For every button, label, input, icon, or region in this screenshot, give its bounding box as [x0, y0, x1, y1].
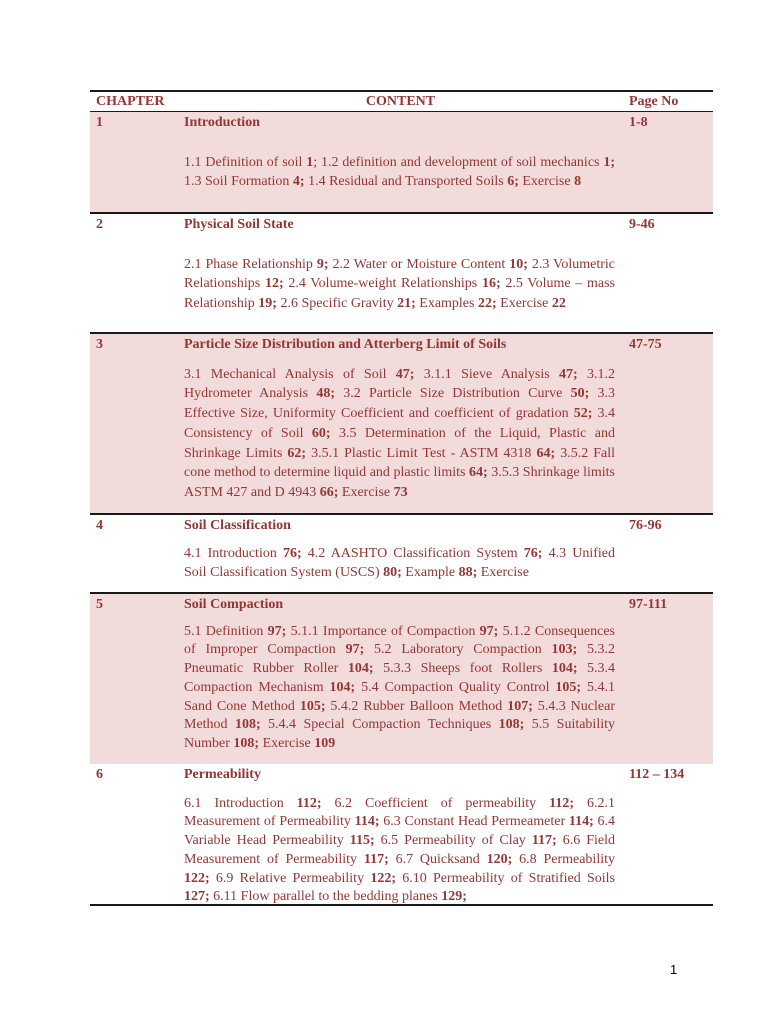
- section-page-ref: 22: [551, 296, 566, 312]
- chapter-row: [90, 332, 713, 513]
- chapter-title: Physical Soil State: [184, 217, 294, 232]
- section-page-ref: 103;: [551, 642, 578, 658]
- section-page-ref: 1: [306, 154, 314, 170]
- header-content: CONTENT: [365, 94, 436, 109]
- section-text: 6.7 Quicksand: [388, 851, 487, 867]
- chapter-number: 2: [96, 217, 103, 232]
- section-text: 2.3 Volumetric Relationships: [184, 256, 615, 292]
- section-text: 6.3 Constant Head Permeameter: [379, 814, 569, 830]
- section-text: 3.2 Particle Size Distribution Curve: [335, 386, 571, 402]
- section-page-ref: 108;: [233, 735, 260, 751]
- section-page-ref: 8: [574, 174, 582, 190]
- section-text: 6.9 Relative Permeability: [209, 870, 371, 886]
- section-text: 6.4 Variable Head Permeability: [184, 814, 615, 849]
- section-page-ref: 16;: [481, 276, 501, 292]
- chapter-content: [178, 334, 623, 513]
- table-header: [90, 92, 713, 112]
- section-page-ref: 73: [393, 484, 408, 500]
- section-page-ref: 112;: [549, 795, 574, 811]
- section-text: Examples: [415, 296, 478, 312]
- section-page-ref: 112;: [296, 795, 322, 811]
- section-page-ref: 109: [314, 735, 336, 751]
- section-page-ref: 21;: [397, 296, 416, 312]
- section-text: 5.1.2 Consequences of Improper Compaction: [184, 623, 615, 658]
- section-text: ; 1.2 definition and development of soil mechanics: [313, 154, 604, 170]
- chapter-sections: [184, 365, 623, 503]
- chapter-row: [90, 513, 713, 592]
- chapter-pages: 47-75: [629, 337, 662, 352]
- chapter-pages: 1-8: [629, 115, 648, 130]
- section-page-ref: 47;: [395, 366, 415, 382]
- chapter-number: 3: [96, 337, 103, 352]
- section-text: 1.3 Soil Formation: [184, 174, 293, 190]
- section-page-ref: 127;: [184, 889, 210, 904]
- section-text: 4.1 Introduction: [184, 545, 283, 561]
- section-text: 2.2 Water or Moisture Content: [328, 256, 510, 272]
- section-text: 6.11 Flow parallel to the bedding planes: [209, 889, 442, 904]
- section-text: 6.10 Permeability of Stratified Soils: [396, 870, 616, 886]
- section-page-ref: 120;: [486, 851, 513, 867]
- section-text: 2.1 Phase Relationship: [184, 256, 317, 272]
- section-page-ref: 64;: [536, 445, 556, 461]
- section-page-ref: 76;: [523, 545, 543, 561]
- chapter-row: [90, 592, 713, 764]
- section-page-ref: 129;: [441, 889, 467, 904]
- section-text: 3.5 Determination of the Liquid, Plastic and Shrinkage Limits: [184, 425, 615, 461]
- section-page-ref: 104;: [551, 661, 578, 677]
- section-text: Example: [401, 565, 459, 581]
- section-page-ref: 64;: [469, 465, 488, 481]
- section-text: 5.4.2 Rubber Balloon Method: [325, 698, 508, 714]
- chapter-sections: [184, 544, 623, 583]
- chapter-content: [178, 515, 623, 592]
- chapter-row: [90, 764, 713, 904]
- section-page-ref: 122;: [370, 870, 396, 886]
- section-page-ref: 105;: [299, 698, 326, 714]
- section-page-ref: 10;: [509, 256, 528, 272]
- section-text: 6.2 Coefficient of permeability: [321, 795, 550, 811]
- chapter-pages: 97-111: [629, 597, 668, 612]
- section-text: 5.4.4 Special Compaction Techniques: [260, 717, 499, 733]
- section-page-ref: 50;: [570, 386, 590, 402]
- chapter-sections: [184, 153, 623, 192]
- table-of-contents: [90, 90, 713, 906]
- chapter-pages: 9-46: [629, 217, 655, 232]
- section-text: 3.3 Effective Size, Uniformity Coefficient and coefficient of gradation: [184, 386, 616, 422]
- section-page-ref: 60;: [311, 425, 331, 441]
- section-text: 5.5 Suitability Number: [184, 717, 615, 751]
- section-text: Exercise: [496, 296, 552, 312]
- section-text: 1.4 Residual and Transported Soils: [304, 174, 508, 190]
- chapter-title: Introduction: [184, 115, 260, 130]
- section-page-ref: 80;: [383, 565, 402, 581]
- section-text: 3.1.1 Sieve Analysis: [414, 366, 560, 382]
- chapter-title: Soil Compaction: [184, 597, 284, 612]
- section-text: 2.4 Volume-weight Relationships: [283, 276, 482, 292]
- section-page-ref: 12;: [264, 276, 284, 292]
- section-page-ref: 114;: [354, 814, 380, 830]
- chapter-number: 4: [96, 518, 103, 533]
- chapter-content: [178, 764, 623, 904]
- section-text: 5.3.2 Pneumatic Rubber Roller: [184, 642, 615, 677]
- chapter-row: [90, 212, 713, 332]
- section-page-ref: 107;: [507, 698, 533, 714]
- section-page-ref: 105;: [555, 679, 582, 695]
- section-text: 5.2 Laboratory Compaction: [364, 642, 552, 658]
- section-page-ref: 108;: [498, 717, 525, 733]
- section-page-ref: 97;: [345, 642, 365, 658]
- section-text: Exercise: [259, 735, 315, 751]
- chapter-content: [178, 112, 623, 212]
- section-page-ref: 52;: [573, 406, 593, 422]
- section-page-ref: 4;: [292, 174, 305, 190]
- table-bottom-rule: [90, 904, 713, 906]
- section-text: Exercise: [518, 174, 575, 190]
- section-page-ref: 117;: [363, 851, 389, 867]
- section-text: 3.4 Consistency of Soil: [184, 406, 615, 441]
- chapter-number: 1: [96, 115, 103, 130]
- section-page-ref: 22;: [477, 296, 497, 312]
- section-page-ref: 117;: [531, 833, 557, 849]
- section-page-ref: 97;: [267, 623, 287, 639]
- section-page-ref: 66;: [319, 484, 339, 500]
- section-text: 3.5.2 Fall cone method to determine liquid and plastic limits: [184, 445, 616, 481]
- chapter-number: 6: [96, 767, 103, 782]
- chapter-row: [90, 112, 713, 212]
- section-text: 5.1.1 Importance of Compaction: [286, 623, 480, 639]
- section-page-ref: 48;: [316, 386, 335, 402]
- page-number: 1: [670, 962, 678, 977]
- chapter-sections: [184, 255, 623, 314]
- section-page-ref: 122;: [184, 870, 210, 886]
- section-page-ref: 1;: [603, 154, 615, 170]
- section-page-ref: 104;: [329, 679, 356, 695]
- chapter-title: Soil Classification: [184, 518, 291, 533]
- chapter-content: [178, 214, 623, 332]
- section-page-ref: 115;: [349, 833, 375, 849]
- chapter-content: [178, 594, 623, 764]
- section-text: 6.5 Permeability of Clay: [374, 833, 532, 849]
- section-page-ref: 76;: [282, 545, 302, 561]
- section-text: 4.3 Unified Soil Classification System (USCS): [184, 545, 616, 581]
- section-page-ref: 114;: [568, 814, 594, 830]
- chapter-title: Particle Size Distribution and Atterberg Limit of Soils: [184, 337, 507, 352]
- section-text: 3.5.1 Plastic Limit Test - ASTM 4318: [306, 445, 537, 461]
- section-page-ref: 104;: [347, 661, 374, 677]
- section-text: 6.6 Field Measurement of Permeability: [184, 833, 616, 867]
- section-text: 4.2 AASHTO Classification System: [301, 545, 524, 561]
- section-page-ref: 97;: [479, 623, 499, 639]
- section-page-ref: 9;: [316, 256, 329, 272]
- section-text: 5.3.4 Compaction Mechanism: [184, 661, 616, 695]
- section-text: 5.4.3 Nuclear Method: [184, 698, 615, 733]
- section-text: 6.1 Introduction: [184, 795, 297, 811]
- section-text: Exercise: [338, 484, 394, 500]
- section-text: 5.4 Compaction Quality Control: [355, 679, 556, 695]
- section-page-ref: 47;: [559, 366, 578, 382]
- chapter-title: Permeability: [184, 767, 261, 782]
- chapter-sections: [184, 623, 623, 754]
- header-page-no: Page No: [629, 94, 679, 109]
- section-page-ref: 108;: [234, 717, 261, 733]
- section-page-ref: 6;: [507, 174, 519, 190]
- section-text: 2.6 Specific Gravity: [276, 296, 398, 312]
- section-page-ref: 19;: [258, 296, 277, 312]
- section-text: 3.1.2 Hydrometer Analysis: [184, 366, 615, 402]
- section-text: 6.8 Permeability: [512, 851, 615, 867]
- section-text: 2.5 Volume – mass Relationship: [184, 276, 615, 312]
- section-text: 6.2.1 Measurement of Permeability: [184, 795, 615, 830]
- header-chapter: CHAPTER: [96, 94, 165, 109]
- section-page-ref: 88;: [458, 565, 478, 581]
- chapter-sections: [184, 795, 623, 904]
- chapter-pages: 112 – 134: [629, 767, 685, 782]
- section-text: Exercise: [477, 565, 529, 581]
- chapter-pages: 76-96: [629, 518, 662, 533]
- section-text: 5.1 Definition: [184, 623, 268, 639]
- section-page-ref: 62;: [287, 445, 307, 461]
- section-text: 5.3.3 Sheeps foot Rollers: [373, 661, 552, 677]
- section-text: 3.1 Mechanical Analysis of Soil: [184, 366, 396, 382]
- section-text: 3.5.3 Shrinkage limits ASTM 427 and D 4943: [184, 465, 615, 500]
- section-text: 5.4.1 Sand Cone Method: [184, 679, 615, 714]
- chapter-number: 5: [96, 597, 103, 612]
- section-text: 1.1 Definition of soil: [184, 154, 307, 170]
